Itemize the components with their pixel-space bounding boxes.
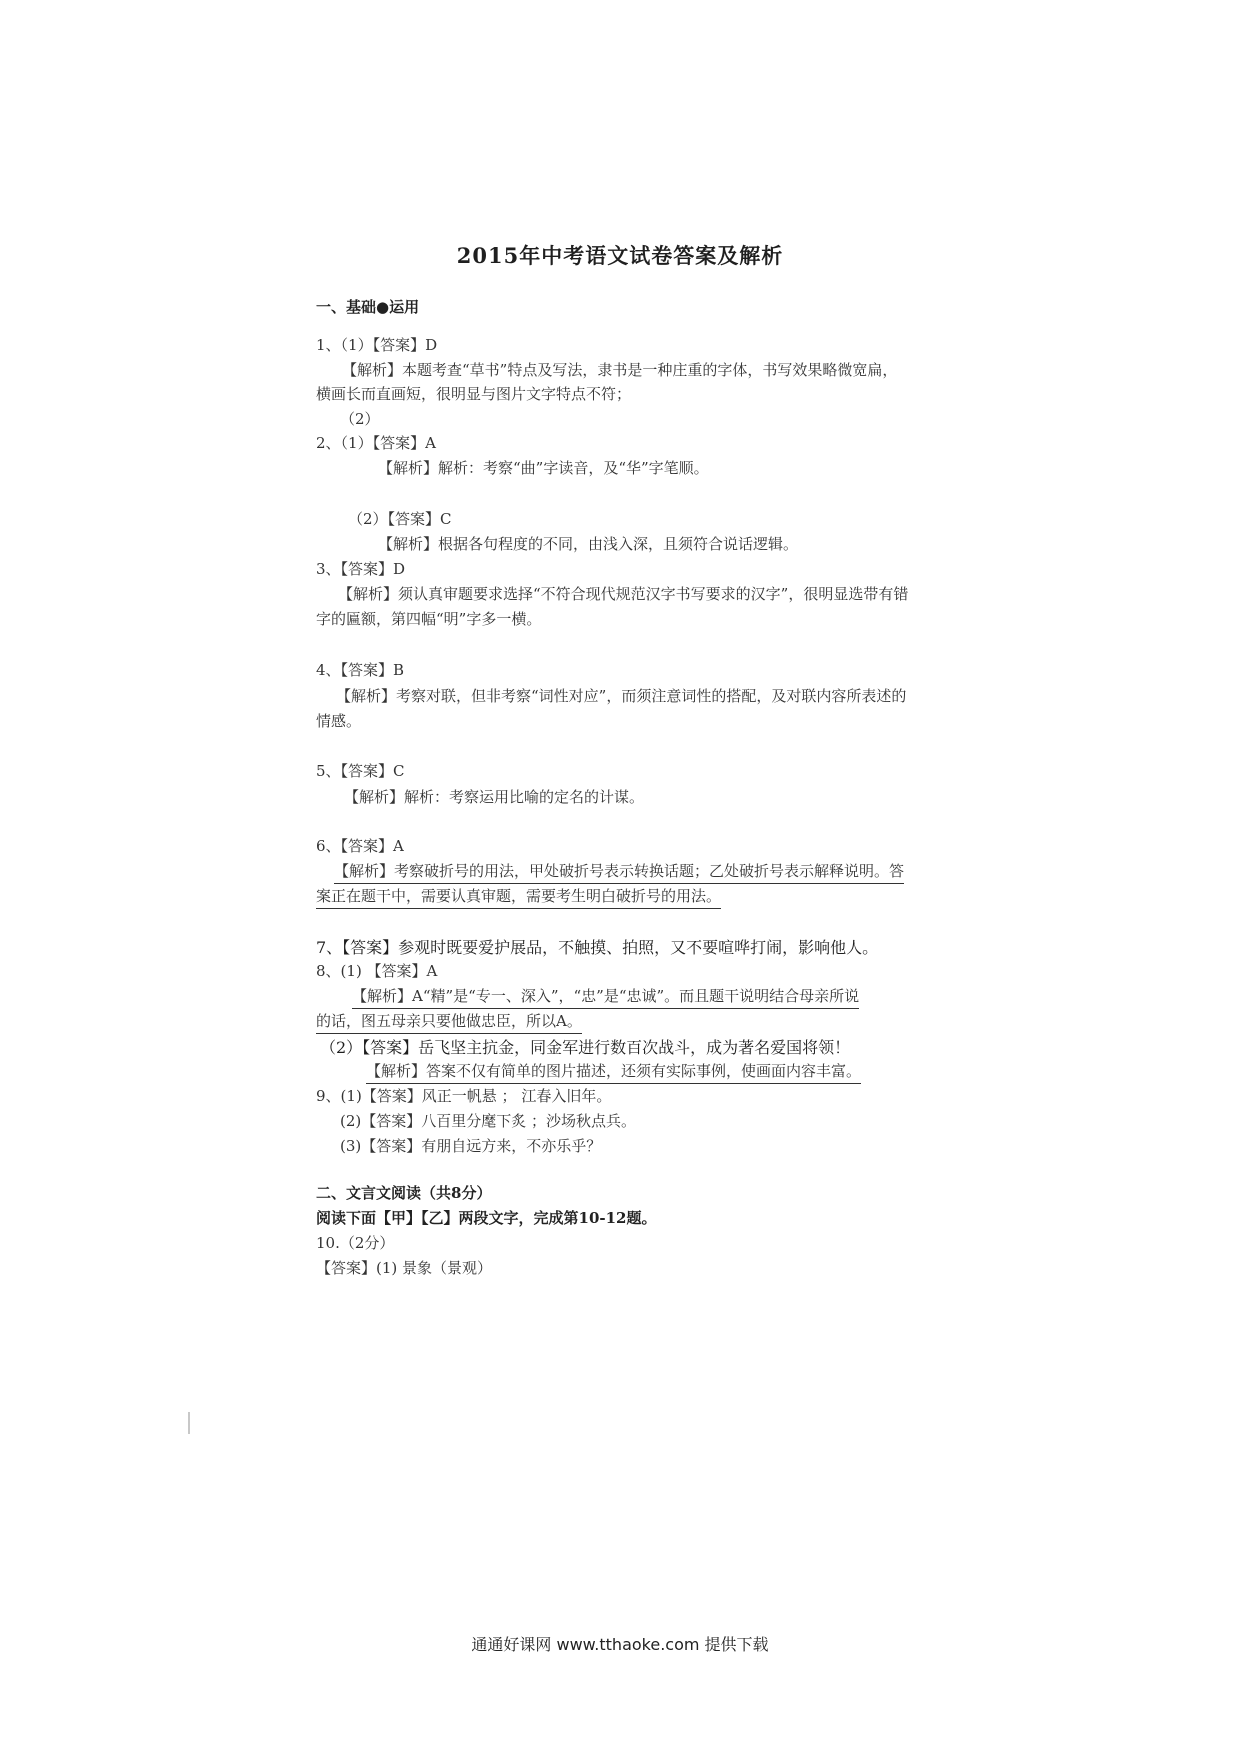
analysis-line-underlined: 的话，图五母亲只要他做忠臣，所以A。 <box>316 1010 582 1034</box>
answer-line: 6、【答案】A <box>316 837 404 855</box>
analysis-line-underlined: 【解析】A“精”是“专一、深入”，“忠”是“忠诚”。而且题干说明结合母亲所说 <box>352 985 859 1009</box>
answer-line: 3、【答案】D <box>316 560 406 578</box>
analysis-line: 【解析】须认真审题要求选择“不符合现代规范汉字书写要求的汉字”，很明显选带有错 <box>338 585 909 603</box>
answer-line: 【答案】(1) 景象（景观） <box>316 1259 493 1277</box>
answer-line: (2)【答案】八百里分麾下炙 ；沙场秋点兵。 <box>340 1112 637 1130</box>
analysis-line: 【解析】解析：考察“曲”字读音，及“华”字笔顺。 <box>378 459 709 477</box>
scan-artifact <box>188 1412 190 1434</box>
analysis-line: 【解析】解析：考察运用比喻的定名的计谋。 <box>344 788 645 806</box>
analysis-line-underlined: 【解析】答案不仅有简单的图片描述，还须有实际事例，使画面内容丰富。 <box>366 1060 861 1084</box>
analysis-line: 【解析】本题考查“草书”特点及写法，隶书是一种庄重的字体，书写效果略微宽扁， <box>342 361 898 379</box>
analysis-line: 【解析】根据各句程度的不同，由浅入深，且须符合说话逻辑。 <box>378 535 799 553</box>
analysis-line: 情感。 <box>316 712 362 730</box>
question-number: 10.（2分） <box>316 1234 395 1252</box>
answer-line: 2、（1）【答案】A <box>316 434 436 452</box>
section-heading-2: 二、文言文阅读（共8分） <box>316 1184 492 1202</box>
answer-line: 7、【答案】参观时既要爱护展品，不触摸、拍照，又不要喧哗打闹，影响他人。 <box>316 938 879 957</box>
analysis-line: 字的匾额，第四幅“明”字多一横。 <box>316 610 542 628</box>
analysis-line-underlined: 案正在题干中，需要认真审题，需要考生明白破折号的用法。 <box>316 885 721 909</box>
page-title: 2015年中考语文试卷答案及解析 <box>456 243 784 268</box>
answer-line: 5、【答案】C <box>316 762 405 780</box>
answer-line: 1、（1）【答案】D <box>316 336 438 354</box>
answer-line: 8、(1) 【答案】A <box>316 962 438 980</box>
analysis-line-underlined: 【解析】考察破折号的用法，甲处破折号表示转换话题；乙处破折号表示解释说明。答 <box>334 860 904 884</box>
answer-line: （2）【答案】岳飞坚主抗金，同金军进行数百次战斗，成为著名爱国将领！ <box>320 1038 851 1057</box>
footer-download-credit: 通通好课网 www.tthaoke.com 提供下载 <box>471 1635 769 1654</box>
answer-line: 4、【答案】B <box>316 661 405 679</box>
analysis-line: 【解析】考察对联，但非考察“词性对应”，而须注意词性的搭配，及对联内容所表述的 <box>336 687 907 705</box>
answer-line: 9、(1)【答案】风正一帆悬 ； 江春入旧年。 <box>316 1087 612 1105</box>
analysis-line: 横画长而直画短，很明显与图片文字特点不符； <box>316 385 632 403</box>
section-instruction: 阅读下面【甲】【乙】两段文字，完成第10-12题。 <box>316 1209 657 1227</box>
answer-line: （2） <box>340 410 380 428</box>
answer-line: （2）【答案】C <box>348 510 452 528</box>
section-heading-1: 一、基础●运用 <box>316 298 420 316</box>
answer-line: (3)【答案】有朋自远方来，不亦乐乎？ <box>340 1137 602 1155</box>
